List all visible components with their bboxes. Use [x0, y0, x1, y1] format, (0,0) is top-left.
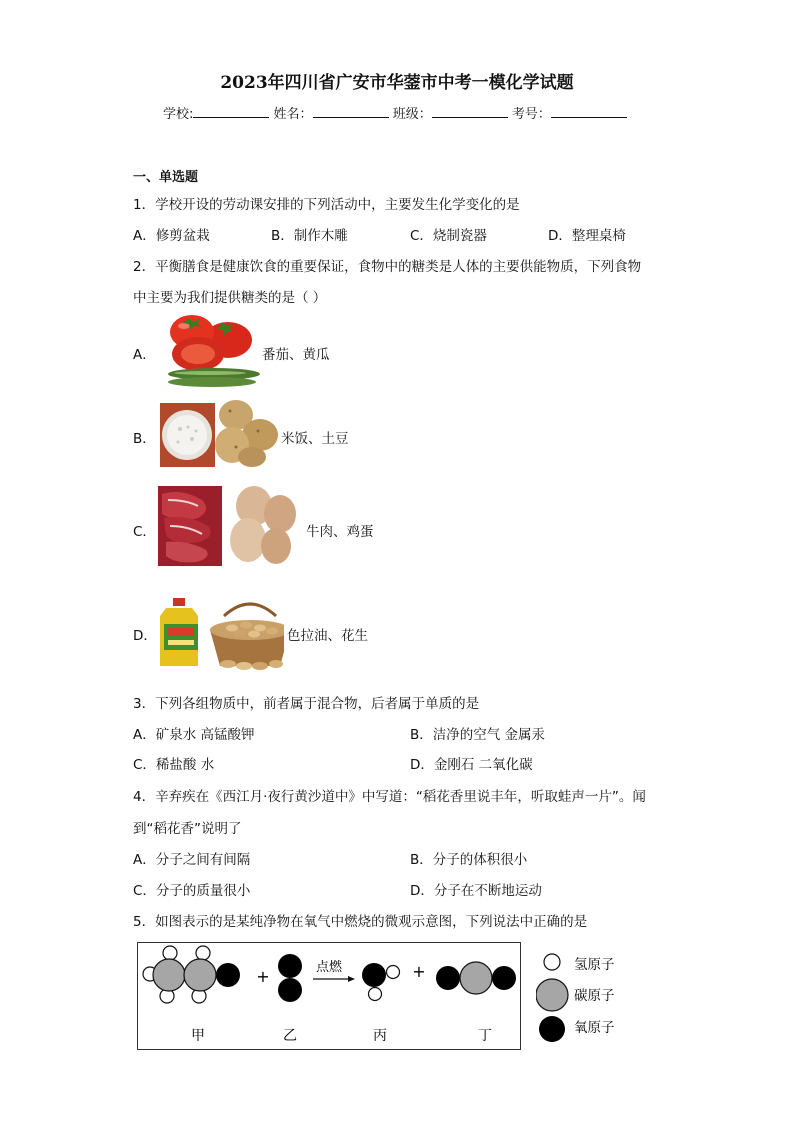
school-label: 学校: — [163, 107, 194, 122]
q2-option-b-label: 米饭、土豆 — [281, 431, 349, 447]
name-field[interactable] — [313, 104, 389, 118]
q2-option-b-letter[interactable]: B． — [133, 431, 156, 447]
q2-option-c-label: 牛肉、鸡蛋 — [306, 524, 374, 540]
q3-option-b[interactable]: B．洁净的空气 金属汞 — [410, 727, 546, 743]
q1-option-c[interactable]: C．烧制瓷器 — [410, 228, 487, 244]
q4-option-c[interactable]: C．分子的质量很小 — [133, 883, 251, 899]
q3-stem: 3．下列各组物质中，前者属于混合物，后者属于单质的是 — [133, 696, 480, 712]
rice-potato-image — [160, 397, 280, 469]
name-label: 姓名： — [273, 107, 313, 122]
molecule-yi — [278, 954, 302, 1002]
label-yi: 乙 — [283, 1028, 297, 1044]
oil-peanut-image — [160, 596, 284, 670]
label-bing: 丙 — [373, 1028, 387, 1044]
plus-sign-1: + — [256, 967, 270, 986]
q1-option-a[interactable]: A．修剪盆栽 — [133, 228, 210, 244]
tomato-cucumber-image — [160, 310, 260, 388]
q1-option-b[interactable]: B．制作木雕 — [271, 228, 348, 244]
molecule-ding — [436, 962, 516, 994]
carbon-atom-key — [536, 979, 568, 1011]
plus-sign-2: + — [412, 962, 426, 981]
oxygen-atom-key — [539, 1016, 565, 1042]
atom-legend — [536, 950, 636, 1045]
legend-oxygen: 氧原子 — [574, 1020, 615, 1036]
class-field[interactable] — [432, 104, 508, 118]
page-title: 2023年四川省广安市华蓥市中考一模化学试题 — [220, 73, 574, 93]
section-heading: 一、单选题 — [133, 170, 199, 185]
q4-stem-line1: 4．辛弃疾在《西江月·夜行黄沙道中》中写道：“稻花香里说丰年，听取蛙声一片”。闻 — [133, 789, 646, 805]
q2-option-c-letter[interactable]: C． — [133, 524, 156, 540]
molecule-bing — [362, 963, 400, 1001]
q1-option-d[interactable]: D．整理桌椅 — [548, 228, 626, 244]
q2-option-a-letter[interactable]: A． — [133, 347, 156, 363]
q2-stem-line1: 2．平衡膳食是健康饮食的重要保证，食物中的糖类是人体的主要供能物质，下列食物 — [133, 259, 642, 275]
reaction-molecules — [137, 942, 521, 1050]
q4-option-a[interactable]: A．分子之间有间隔 — [133, 852, 251, 868]
q3-option-d[interactable]: D．金刚石 二氧化碳 — [410, 757, 533, 773]
molecule-jia — [143, 946, 240, 1003]
q2-option-a-label: 番茄、黄瓜 — [262, 347, 330, 363]
label-jia: 甲 — [191, 1028, 205, 1044]
q3-option-c[interactable]: C．稀盐酸 水 — [133, 757, 215, 773]
beef-egg-image — [158, 484, 300, 568]
hydrogen-atom-key — [544, 954, 560, 970]
q3-option-a[interactable]: A．矿泉水 高锰酸钾 — [133, 727, 255, 743]
q2-stem-line2: 中主要为我们提供糖类的是（ ） — [133, 290, 327, 306]
q2-option-d-label: 色拉油、花生 — [287, 628, 368, 644]
q4-option-b[interactable]: B．分子的体积很小 — [410, 852, 528, 868]
exam-no-label: 考号： — [511, 107, 551, 122]
label-ding: 丁 — [478, 1028, 492, 1044]
legend-carbon: 碳原子 — [574, 988, 615, 1004]
legend-hydrogen: 氢原子 — [574, 957, 615, 973]
arrow-head — [348, 976, 355, 982]
q2-option-d-letter[interactable]: D． — [133, 628, 157, 644]
q4-stem-line2: 到“稻花香”说明了 — [133, 821, 242, 837]
exam-no-field[interactable] — [551, 104, 627, 118]
q5-stem: 5．如图表示的是某纯净物在氧气中燃烧的微观示意图，下列说法中正确的是 — [133, 914, 588, 930]
q4-option-d[interactable]: D．分子在不断地运动 — [410, 883, 542, 899]
school-field[interactable] — [193, 104, 269, 118]
class-label: 班级： — [392, 107, 432, 122]
reaction-condition: 点燃 — [315, 960, 343, 975]
q1-stem: 1．学校开设的劳动课安排的下列活动中，主要发生化学变化的是 — [133, 197, 520, 213]
student-info-line — [163, 103, 627, 122]
